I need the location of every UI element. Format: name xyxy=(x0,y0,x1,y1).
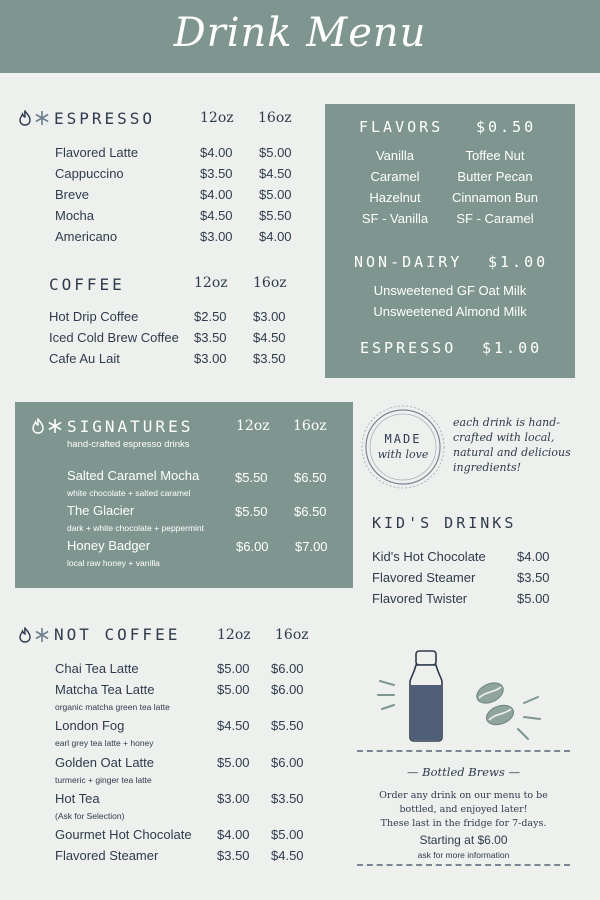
item-description: (Ask for Selection) xyxy=(55,811,125,821)
price-large: $5.50 xyxy=(259,208,292,223)
espresso-addon-price: $1.00 xyxy=(482,339,543,357)
price-small: $5.00 xyxy=(217,682,250,697)
item-description: turmeric + ginger tea latte xyxy=(55,775,152,785)
bottled-note: ask for more information xyxy=(417,850,510,860)
list-item: The Glacier xyxy=(67,503,135,518)
coffee-beans-icon xyxy=(466,673,556,743)
price-large: $4.50 xyxy=(253,330,286,345)
item-description: white chocolate + salted caramel xyxy=(67,488,191,498)
list-item: Breve xyxy=(55,187,89,202)
made-with-love-stamp xyxy=(360,404,446,490)
list-item: London Fog xyxy=(55,718,125,733)
espresso-addon-heading: ESPRESSO xyxy=(360,339,457,357)
stamp-ring xyxy=(360,404,446,490)
price-small: $3.50 xyxy=(200,166,233,181)
flavor-item: Toffee Nut xyxy=(465,148,525,163)
bottled-line-3: These last in the fridge for 7-days. xyxy=(380,818,547,829)
hot-iced-icons xyxy=(18,110,50,126)
bottled-line-1: Order any drink on our menu to be xyxy=(379,790,548,801)
list-item: Kid's Hot Chocolate xyxy=(372,549,486,564)
price-small: $4.00 xyxy=(200,187,233,202)
price-small: $3.50 xyxy=(194,330,227,345)
item-description: local raw honey + vanilla xyxy=(67,558,160,568)
price-large: $5.50 xyxy=(271,718,304,733)
nondairy-price: $1.00 xyxy=(488,253,549,271)
price-small: $4.00 xyxy=(217,827,250,842)
price-small: $4.50 xyxy=(217,718,250,733)
price-large: $6.50 xyxy=(294,470,327,485)
price-large: $6.50 xyxy=(294,504,327,519)
nondairy-item: Unsweetened Almond Milk xyxy=(373,304,527,319)
handcrafted-note: each drink is hand-crafted with local, natural and delicious ingredients! xyxy=(453,416,571,474)
price-large: $6.00 xyxy=(271,682,304,697)
list-item: Americano xyxy=(55,229,118,244)
price-large: $4.50 xyxy=(271,848,304,863)
snowflake-icon xyxy=(47,418,63,434)
notcoffee-size-large: 16oz xyxy=(275,627,309,643)
list-item: Chai Tea Latte xyxy=(55,661,139,676)
price-small: $5.50 xyxy=(235,470,268,485)
coffee-heading: COFFEE xyxy=(49,275,125,294)
price-small: $6.00 xyxy=(236,539,269,554)
flavor-item: Caramel xyxy=(370,169,420,184)
snowflake-icon xyxy=(34,110,50,126)
price-large: $4.50 xyxy=(259,166,292,181)
list-item: Golden Oat Latte xyxy=(55,755,155,770)
price-small: $5.00 xyxy=(217,661,250,676)
page-title: Drink Menu xyxy=(173,10,427,56)
price-small: $3.00 xyxy=(200,229,233,244)
bottled-bottom-rule xyxy=(357,864,570,866)
list-item: Flavored Steamer xyxy=(55,848,159,863)
list-item: Honey Badger xyxy=(67,538,151,553)
price-large: $7.00 xyxy=(295,539,328,554)
notcoffee-size-small: 12oz xyxy=(217,627,251,643)
price-small: $2.50 xyxy=(194,309,227,324)
price-small: $3.00 xyxy=(194,351,227,366)
flavor-item: Cinnamon Bun xyxy=(452,190,538,205)
price: $5.00 xyxy=(517,591,550,606)
stamp-text-made: MADE xyxy=(384,432,422,446)
coffee-bottle-icon xyxy=(372,645,472,745)
list-item: Hot Drip Coffee xyxy=(49,309,139,324)
stamp-text-love: with love xyxy=(377,448,429,461)
bottled-heading: — Bottled Brews — xyxy=(407,765,520,779)
list-item: Flavored Twister xyxy=(372,591,468,606)
signatures-size-small: 12oz xyxy=(236,418,270,434)
list-item: Flavored Steamer xyxy=(372,570,476,585)
price-small: $3.00 xyxy=(217,791,250,806)
signatures-size-large: 16oz xyxy=(293,418,327,434)
item-description: earl grey tea latte + honey xyxy=(55,738,154,748)
addons-panel xyxy=(325,104,575,378)
signatures-heading: SIGNATURES xyxy=(67,417,194,436)
price-small: $3.50 xyxy=(217,848,250,863)
bottled-top-rule xyxy=(357,750,570,752)
nondairy-heading: NON-DAIRY xyxy=(354,253,463,271)
hot-iced-icons xyxy=(18,627,50,643)
flavors-price: $0.50 xyxy=(476,118,537,136)
list-item: Mocha xyxy=(55,208,95,223)
espresso-size-small: 12oz xyxy=(200,110,234,126)
price-large: $5.00 xyxy=(259,145,292,160)
nondairy-item: Unsweetened GF Oat Milk xyxy=(373,283,527,298)
price-large: $6.00 xyxy=(271,755,304,770)
hot-iced-icons xyxy=(31,418,63,434)
coffee-size-small: 12oz xyxy=(194,275,228,291)
espresso-heading: ESPRESSO xyxy=(54,109,156,128)
bottled-starting-price: Starting at $6.00 xyxy=(419,833,508,847)
flame-icon xyxy=(18,110,32,126)
list-item: Iced Cold Brew Coffee xyxy=(49,330,179,345)
price-small: $5.50 xyxy=(235,504,268,519)
list-item: Cafe Au Lait xyxy=(49,351,120,366)
price-large: $3.50 xyxy=(253,351,286,366)
price-small: $4.50 xyxy=(200,208,233,223)
price-small: $5.00 xyxy=(217,755,250,770)
flavors-heading: FLAVORS xyxy=(359,118,444,136)
flavor-item: SF - Vanilla xyxy=(361,211,429,226)
price-large: $6.00 xyxy=(271,661,304,676)
kids-heading: KID'S DRINKS xyxy=(372,514,517,532)
item-description: dark + white chocolate + peppermint xyxy=(67,523,205,533)
price-large: $5.00 xyxy=(259,187,292,202)
flame-icon xyxy=(31,418,45,434)
flame-icon xyxy=(18,627,32,643)
coffee-size-large: 16oz xyxy=(253,275,287,291)
notcoffee-heading: NOT COFFEE xyxy=(54,625,181,644)
price-large: $5.00 xyxy=(271,827,304,842)
flavor-item: SF - Caramel xyxy=(456,211,534,226)
price: $4.00 xyxy=(517,549,550,564)
flavor-item: Butter Pecan xyxy=(457,169,533,184)
signatures-subtitle: hand-crafted espresso drinks xyxy=(67,439,190,450)
list-item: Cappuccino xyxy=(55,166,124,181)
price: $3.50 xyxy=(517,570,550,585)
price-large: $4.00 xyxy=(259,229,292,244)
list-item: Matcha Tea Latte xyxy=(55,682,155,697)
list-item: Flavored Latte xyxy=(55,145,139,160)
flavor-item: Vanilla xyxy=(375,148,415,163)
price-large: $3.00 xyxy=(253,309,286,324)
price-small: $4.00 xyxy=(200,145,233,160)
list-item: Salted Caramel Mocha xyxy=(67,468,200,483)
price-large: $3.50 xyxy=(271,791,304,806)
espresso-size-large: 16oz xyxy=(258,110,292,126)
list-item: Gourmet Hot Chocolate xyxy=(55,827,192,842)
flavor-item: Hazelnut xyxy=(369,190,421,205)
list-item: Hot Tea xyxy=(55,791,100,806)
item-description: organic matcha green tea latte xyxy=(55,702,170,712)
snowflake-icon xyxy=(34,627,50,643)
bottled-line-2: bottled, and enjoyed later! xyxy=(399,804,528,815)
